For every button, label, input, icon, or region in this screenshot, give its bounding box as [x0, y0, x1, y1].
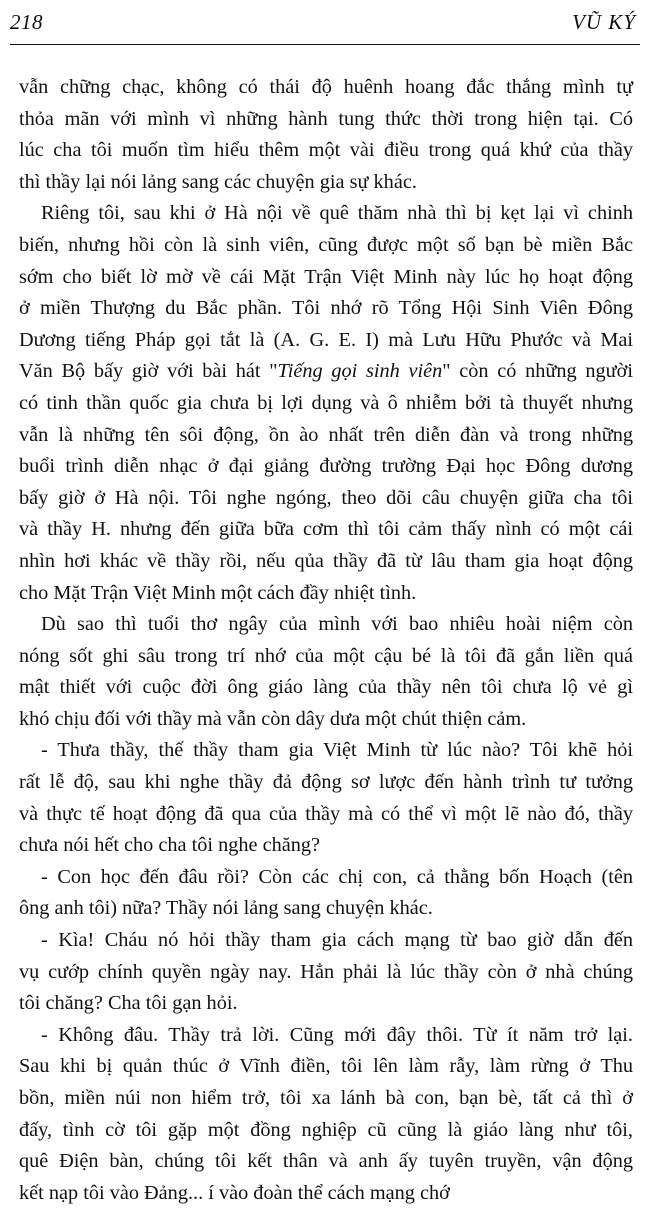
text-line: Riêng tôi, sau khi ở Hà nội về quê thăm nhà thì bị kẹt lại vì chinh: [41, 202, 633, 225]
text-line: Sau khi bị quản thúc ở Vĩnh điền, tôi lên làm rẫy, làm rừng ở Thu: [19, 1055, 633, 1078]
text-line: chưa nói hết cho cha tôi nghe chăng?: [19, 834, 321, 857]
text-line: rất lễ độ, sau khi nghe thầy đả động sơ lược đến hành trình tư tưởng: [19, 771, 633, 794]
text-line: có tinh thần quốc gia chưa bị lợi dụng và ô nhiễm bởi tà thuyết nhưng: [19, 391, 633, 414]
text-line: lúc cha tôi muốn tìm hiểu thêm một vài điều trong quá khứ của thầy: [19, 139, 633, 162]
page-header: [10, 8, 636, 40]
running-title: VŨ KÝ: [572, 10, 636, 34]
text-line: - Con học đến đâu rồi? Còn các chị con, cả thằng bốn Hoạch (tên: [41, 865, 633, 888]
text-line: và thực tế hoạt động đã qua của thầy mà có thể vì một lẽ nào đó, thầy: [19, 802, 633, 825]
text-line: [19, 356, 633, 388]
text-line: - Thưa thầy, thế thầy tham gia Việt Minh từ lúc nào? Tôi khẽ hỏi: [41, 739, 633, 762]
body-text: [19, 72, 633, 1209]
text-line: khó chịu đối với thầy mà vẫn còn dây dưa một chút thiện cảm.: [19, 707, 527, 730]
text-line: bồn, miền núi non hiểm trở, tôi xa lánh bà con, bạn bè, tất cả thì ở: [19, 1087, 633, 1109]
song-title: Tiếng gọi sinh viên: [277, 360, 443, 383]
text-segment: Văn Bộ bấy giờ với bài hát ": [19, 360, 278, 383]
text-line: bấy giờ ở Hà nội. Tôi nghe ngóng, theo dõi câu chuyện giữa cha tôi: [19, 486, 633, 509]
text-line: ông anh tôi) nữa? Thầy nói lảng sang chuyện khác.: [19, 897, 433, 920]
text-line: tôi chăng? Cha tôi gạn hỏi.: [19, 992, 238, 1015]
text-line: kết nạp tôi vào Đảng... í vào đoàn thể cách mạng chớ: [19, 1181, 450, 1204]
text-line: đấy, tình cờ tôi gặp một đồng nghiệp cũ cũng là giáo làng như tôi,: [19, 1118, 633, 1141]
text-line: ở miền Thượng du Bắc phần. Tôi nhớ rõ Tổng Hội Sinh Viên Đông: [19, 297, 633, 320]
text-line: buổi trình diễn nhạc ở đại giảng đường trường Đại học Đông dương: [19, 455, 633, 478]
text-line: - Kìa! Cháu nó hỏi thầy tham gia cách mạng từ bao giờ dẫn đến: [41, 929, 633, 952]
text-segment: " còn có những người: [442, 360, 633, 383]
header-rule: [10, 44, 640, 45]
text-line: cho Mặt Trận Việt Minh một cách đầy nhiệt tình.: [19, 581, 417, 604]
text-line: và thầy H. nhưng đến giữa bữa cơm thì tôi cảm thấy nình có một cái: [19, 518, 633, 541]
page-number: 218: [10, 10, 43, 34]
text-line: biến, nhưng hồi còn là sinh viên, cũng được một số bạn bè miền Bắc: [19, 233, 633, 256]
text-line: thì thầy lại nói lảng sang các chuyện gia sự khác.: [19, 170, 417, 193]
text-line: nóng sốt ghi sâu trong trí nhớ của một cậu bé là tôi đã gắn liền quá: [19, 644, 633, 667]
text-line: Dù sao thì tuổi thơ ngây của mình với bao nhiêu hoài niệm còn: [41, 613, 633, 636]
text-line: vụ cướp chính quyền ngày nay. Hẳn phải là lúc thầy còn ở nhà chúng: [19, 960, 633, 983]
text-line: vẫn chững chạc, không có thái độ huênh hoang đắc thắng mình tự: [19, 76, 633, 98]
text-line: thỏa mãn với mình vì những hành tung thức thời trong hiện tại. Có: [19, 107, 633, 130]
text-line: mật thiết với cuộc đời ông giáo làng của thầy nên tôi chưa lộ vẻ gì: [19, 676, 633, 699]
text-line: Dương tiếng Pháp gọi tắt là (A. G. E. I) mà Lưu Hữu Phước và Mai: [19, 328, 633, 351]
text-line: sớm cho biết lờ mờ về cái Mặt Trận Việt Minh này lúc họ hoạt động: [19, 265, 633, 288]
text-line: nhìn hơi khác về thầy rồi, nếu qủa thầy đã từ lâu tham gia hoạt động: [19, 549, 633, 572]
text-line: quê Điện bàn, chúng tôi kết thân và anh ấy tuyên truyền, vận động: [19, 1150, 633, 1173]
text-line: vẫn là những tên sôi động, ồn ào nhất trên diễn đàn và trong những: [19, 423, 633, 446]
text-line: - Không đâu. Thầy trả lời. Cũng mới đây thôi. Từ ít năm trở lại.: [41, 1023, 633, 1046]
